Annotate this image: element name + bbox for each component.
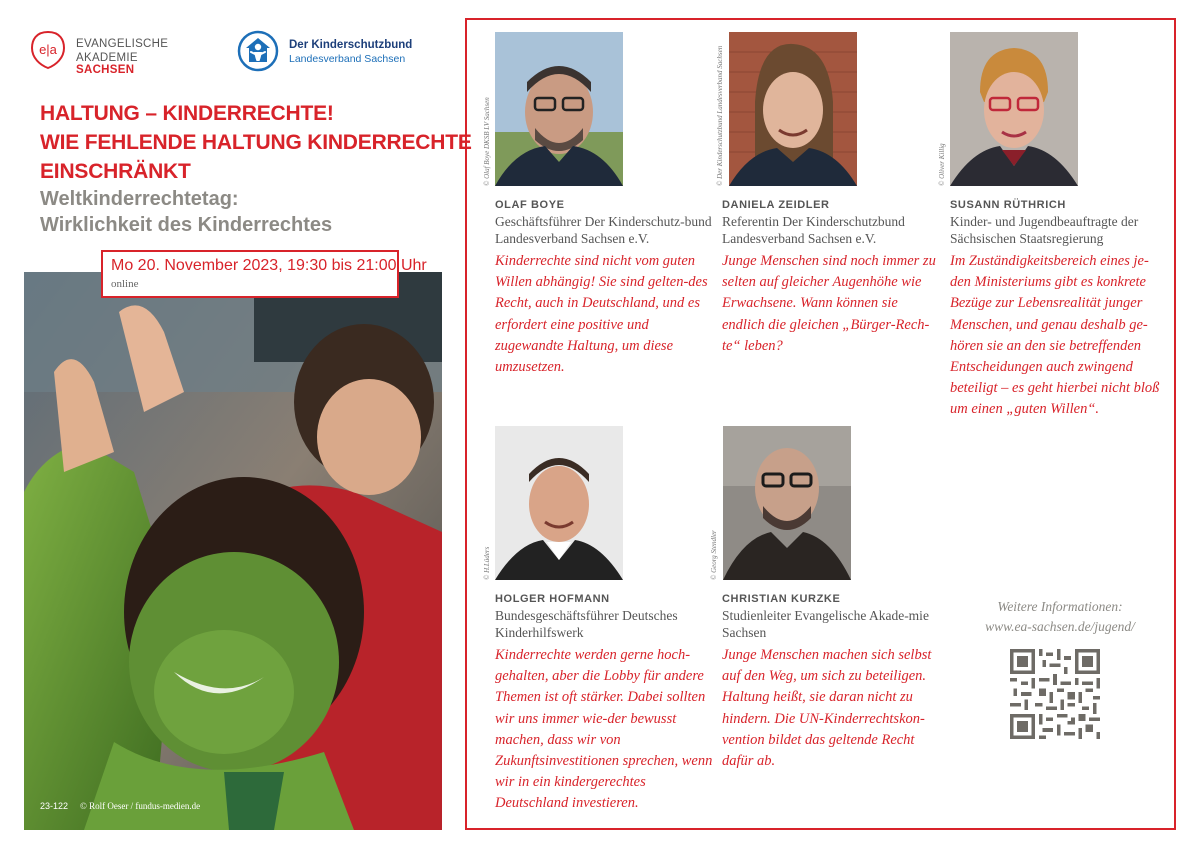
more-info bbox=[960, 597, 1160, 637]
event-subtitle-line: Weltkinderrechtetag: bbox=[40, 188, 239, 210]
event-date: Mo 20. November 2023, 19:30 bis 21:00 Uhr bbox=[111, 257, 427, 274]
child-photo-illustration bbox=[24, 272, 442, 830]
kinderschutzbund-logo-icon bbox=[237, 30, 279, 72]
speaker-role: Kinder- und Jugendbeauftragte der Sächsischen Staatsregierung bbox=[950, 214, 1139, 246]
event-title-line: HALTUNG – KINDERRECHTE! bbox=[40, 102, 334, 125]
event-title-line: EINSCHRÄNKT bbox=[40, 160, 191, 183]
speaker-photo bbox=[723, 426, 851, 580]
speaker-card bbox=[722, 199, 940, 357]
speaker-role: Geschäftsführer Der Kinderschutz-bund Landesverband Sachsen e.V. bbox=[495, 214, 712, 246]
speaker-card bbox=[495, 593, 713, 815]
event-title-line: WIE FEHLENDE HALTUNG KINDERRECHTE bbox=[40, 131, 472, 154]
speaker-name: DANIELA ZEIDLER bbox=[722, 199, 830, 211]
photo-credit-vertical: © Der Kinderschutzbund Landesverband Sachsen bbox=[716, 45, 724, 186]
kinderschutzbund-logo-line2: Landesverband Sachsen bbox=[289, 53, 406, 65]
akademie-logo-icon bbox=[30, 30, 66, 70]
event-title bbox=[40, 99, 472, 186]
qr-code-icon[interactable] bbox=[1010, 649, 1100, 739]
speaker-photo bbox=[729, 32, 857, 186]
speaker-photo bbox=[495, 32, 623, 186]
event-photo bbox=[24, 272, 442, 830]
photo-credit-vertical: © Georg Stendler bbox=[710, 530, 718, 580]
event-date-box bbox=[101, 250, 427, 298]
photo-credit-vertical: © H.Lüders bbox=[483, 546, 491, 580]
speaker-quote: Junge Menschen machen sich selbst auf den Weg, um sich zu beteiligen. Haltung heißt, sie daran nicht zu hindern. Die UN-Kinderrechtskon-vention bildet das geltende Recht dafür ab. bbox=[722, 647, 932, 770]
speaker-card bbox=[950, 199, 1168, 421]
speaker-name: CHRISTIAN KURZKE bbox=[722, 593, 841, 605]
photo-credit-vertical: © Olaf Boye DKSB LV Sachsen bbox=[483, 97, 491, 186]
speaker-name: SUSANN RÜTHRICH bbox=[950, 199, 1066, 211]
speaker-photo bbox=[495, 426, 623, 580]
speaker-name: OLAF BOYE bbox=[495, 199, 565, 211]
speaker-card bbox=[495, 199, 713, 378]
kinderschutzbund-logo-line1: Der Kinderschutzbund bbox=[289, 39, 413, 51]
speaker-name: HOLGER HOFMANN bbox=[495, 593, 610, 605]
speaker-role: Bundesgeschäftsführer Deutsches Kinderhilfswerk bbox=[495, 608, 678, 640]
event-location: online bbox=[111, 278, 139, 290]
event-code: 23-122 bbox=[40, 801, 69, 811]
kinderschutzbund-logo bbox=[237, 30, 413, 74]
more-info-url[interactable]: www.ea-sachsen.de/jugend/ bbox=[985, 619, 1135, 634]
akademie-logo-line2: AKADEMIE SACHSEN bbox=[76, 52, 138, 76]
speaker-role: Referentin Der Kinderschutzbund Landesverband Sachsen e.V. bbox=[722, 214, 905, 246]
speaker-quote: Kinderrechte werden gerne hoch-gehalten, aber die Lobby für andere Themen ist oft stärker. Dabei sollten wir uns immer wie-der bewusst machen, dass wir von Zukunftsinvestitionen sprechen, wenn wir in ein kindergerechtes Deutschland investieren. bbox=[495, 647, 713, 812]
speaker-photo bbox=[950, 32, 1078, 186]
event-subtitle bbox=[40, 186, 430, 238]
speaker-quote: Junge Menschen sind noch immer zu selten auf gleicher Augenhöhe wie Erwachsene. Wann können sie endlich die gleichen „Bürger-Rech-te“ leben? bbox=[722, 253, 936, 354]
event-subtitle-line: Wirklichkeit des Kinderrechtes bbox=[40, 214, 333, 236]
more-info-label: Weitere Informationen: bbox=[997, 599, 1123, 614]
speaker-role: Studienleiter Evangelische Akade-mie Sachsen bbox=[722, 608, 929, 640]
speaker-card bbox=[722, 593, 940, 772]
photo-credit: © Rolf Oeser / fundus-medien.de bbox=[80, 801, 201, 811]
akademie-logo-line1: EVANGELISCHE bbox=[76, 38, 169, 50]
akademie-logo-mark: e|a bbox=[39, 42, 57, 57]
speaker-quote: Im Zuständigkeitsbereich eines je-den Ministeriums gibt es konkrete Bezüge zur Lebensrealität junger Menschen, und genau deshalb ge-hören sie an den sie betreffenden Entscheidungen auch zwingend beteiligt – es geht hierbei nicht bloß um einen „guten Willen“. bbox=[950, 253, 1160, 418]
akademie-logo bbox=[30, 30, 180, 76]
speaker-quote: Kinderrechte sind nicht vom guten Willen abhängig! Sie sind gelten-des Recht, auch in Deutschland, und es erfordert eine positive und zugewandte Haltung, um diese umzusetzen. bbox=[495, 253, 708, 376]
photo-credit-vertical: © Oliver Killig bbox=[938, 143, 946, 186]
